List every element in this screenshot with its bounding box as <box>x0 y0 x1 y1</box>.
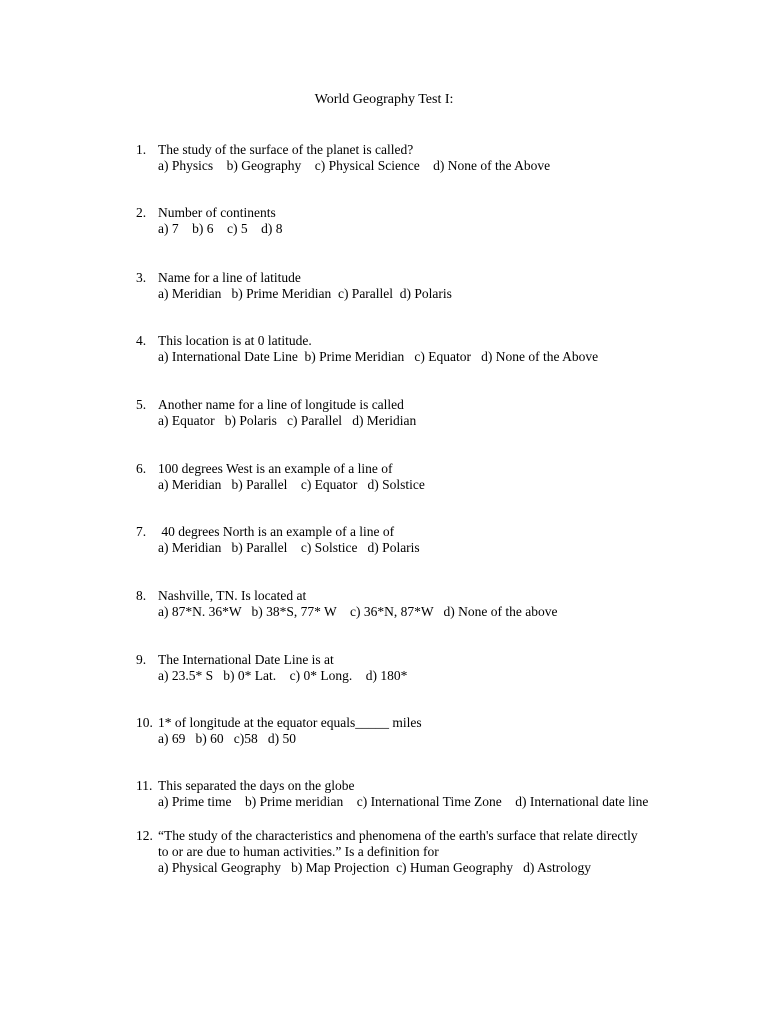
question-text: The study of the surface of the planet is called? <box>158 142 414 157</box>
question-number: 3. <box>136 270 147 285</box>
page-title: World Geography Test I: <box>314 92 454 107</box>
question-number: 1. <box>136 142 147 157</box>
question-text: Another name for a line of longitude is called <box>158 397 404 412</box>
question-7 <box>136 524 696 556</box>
question-8 <box>136 588 696 620</box>
question-text: Number of continents <box>158 205 276 220</box>
question-text: 40 degrees North is an example of a line of <box>158 524 395 539</box>
question-number: 4. <box>136 333 147 348</box>
question-text-continued: to or are due to human activities.” Is a definition for <box>158 844 439 859</box>
question-number: 8. <box>136 588 147 603</box>
answer-choices: a) 69 b) 60 c)58 d) 50 <box>158 731 296 746</box>
answer-choices: a) Meridian b) Prime Meridian c) Parallel d) Polaris <box>158 286 452 301</box>
question-number: 11. <box>136 778 153 793</box>
question-11 <box>136 778 696 810</box>
question-number: 6. <box>136 461 147 476</box>
question-number: 10. <box>136 715 153 730</box>
question-text: This separated the days on the globe <box>158 778 355 793</box>
answer-choices: a) Physical Geography b) Map Projection c) Human Geography d) Astrology <box>158 860 592 875</box>
question-number: 2. <box>136 205 147 220</box>
question-10 <box>136 715 696 747</box>
question-3 <box>136 270 696 302</box>
question-text: Nashville, TN. Is located at <box>158 588 307 603</box>
question-12 <box>136 828 696 876</box>
answer-choices: a) 23.5* S b) 0* Lat. c) 0* Long. d) 180* <box>158 668 408 683</box>
answer-choices: a) Meridian b) Parallel c) Equator d) Solstice <box>158 477 425 492</box>
question-6 <box>136 461 696 493</box>
question-number: 9. <box>136 652 147 667</box>
answer-choices: a) Meridian b) Parallel c) Solstice d) Polaris <box>158 540 420 555</box>
question-text: This location is at 0 latitude. <box>158 333 312 348</box>
question-number: 7. <box>136 524 147 539</box>
question-number: 5. <box>136 397 147 412</box>
question-text: Name for a line of latitude <box>158 270 301 285</box>
question-text: The International Date Line is at <box>158 652 334 667</box>
question-9 <box>136 652 696 684</box>
question-5 <box>136 397 696 429</box>
answer-choices: a) International Date Line b) Prime Meridian c) Equator d) None of the Above <box>158 349 599 364</box>
answer-choices: a) 7 b) 6 c) 5 d) 8 <box>158 221 283 236</box>
answer-choices: a) Prime time b) Prime meridian c) International Time Zone d) International date line <box>158 794 649 809</box>
question-2 <box>136 205 696 237</box>
question-text: “The study of the characteristics and phenomena of the earth's surface that relate directly <box>158 828 638 843</box>
question-text: 100 degrees West is an example of a line of <box>158 461 393 476</box>
answer-choices: a) Equator b) Polaris c) Parallel d) Meridian <box>158 413 417 428</box>
question-number: 12. <box>136 828 153 843</box>
question-text: 1* of longitude at the equator equals_____ miles <box>158 715 422 730</box>
question-1 <box>136 142 696 174</box>
answer-choices: a) Physics b) Geography c) Physical Science d) None of the Above <box>158 158 551 173</box>
question-4 <box>136 333 696 365</box>
answer-choices: a) 87*N. 36*W b) 38*S, 77* W c) 36*N, 87*W d) None of the above <box>158 604 558 619</box>
